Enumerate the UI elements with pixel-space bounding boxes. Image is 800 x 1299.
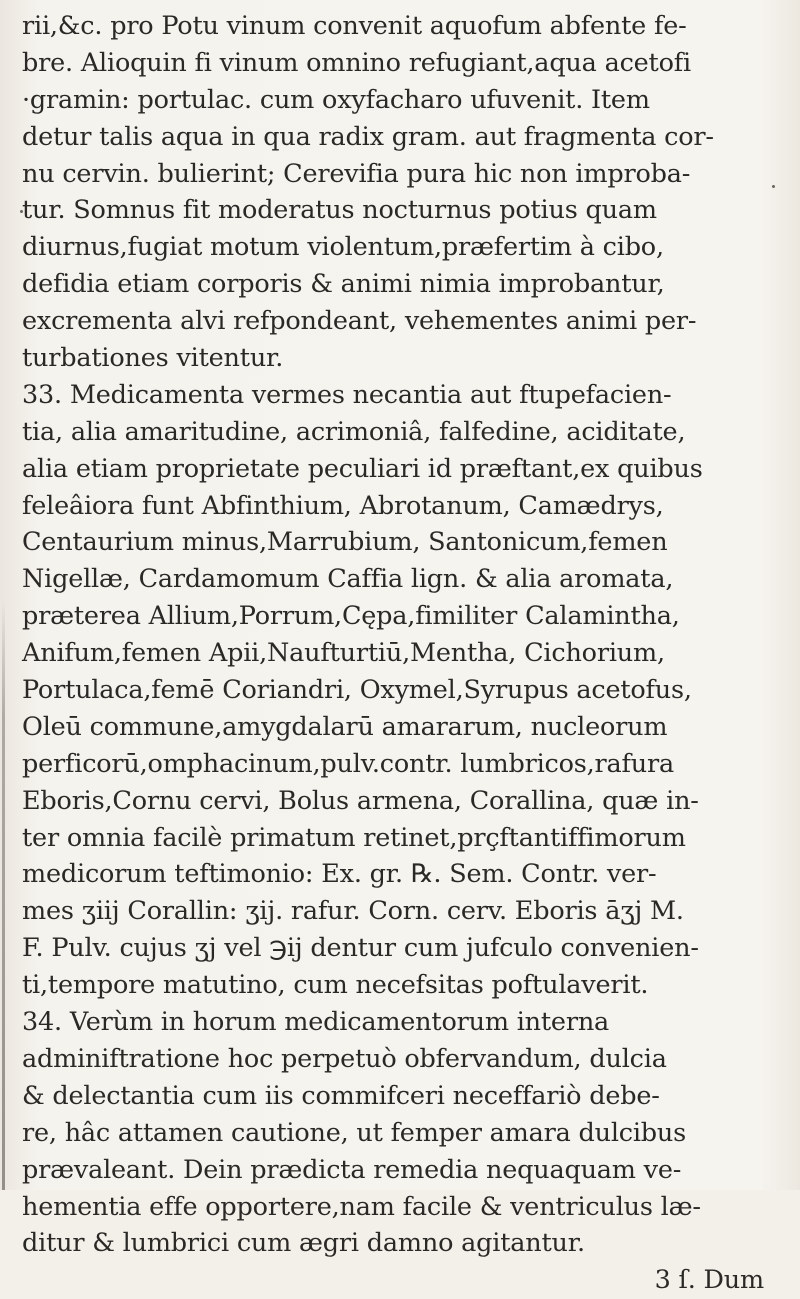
text-line: ter omnia facilè primatum retinet,prçftantiffimorum <box>22 822 686 853</box>
text-line: detur talis aqua in qua radix gram. aut fragmenta cor- <box>22 121 714 152</box>
text-line: hementia effe opportere,nam facile & ventriculus læ- <box>22 1191 701 1222</box>
text-line: feleâiora funt Abfinthium, Abrotanum, Camædrys, <box>22 490 664 521</box>
catchword: 3 ſ. Dum <box>654 1265 764 1296</box>
text-line: Eboris,Cornu cervi, Bolus armena, Corallina, quæ in- <box>22 785 699 816</box>
text-line: ditur & lumbrici cum ægri damno agitantur. <box>22 1228 585 1259</box>
text-line: F. Pulv. cujus ʒj vel ℈ij dentur cum jufculo convenien- <box>22 933 699 964</box>
text-line: ·gramin: portulac. cum oxyfacharo ufuvenit. Item <box>22 84 650 115</box>
text-line: nu cervin. bulierint; Cerevifia pura hic non improba- <box>22 158 691 189</box>
text-line: rii,&c. pro Potu vinum convenit aquofum abfente fe- <box>22 11 687 41</box>
text-line: tur. Somnus fit moderatus nocturnus potius quam <box>22 195 657 226</box>
text-line: diurnus,fugiat motum violentum,præfertim à cibo, <box>22 232 664 263</box>
text-line: alia etiam proprietate peculiari id præftant,ex quibus <box>22 453 703 484</box>
text-line: adminiftratione hoc perpetuò obfervandum, dulcia <box>22 1043 667 1074</box>
text-line: 34. Verùm in horum medicamentorum interna <box>22 1007 610 1038</box>
text-line: præterea Allium,Porrum,Cępa,fimiliter Calamintha, <box>22 601 680 632</box>
text-line: 33. Medicamenta vermes necantia aut ftupefacien- <box>22 379 672 410</box>
text-line: defidia etiam corporis & animi nimia improbantur, <box>22 269 665 300</box>
gutter-shadow <box>2 600 5 1190</box>
text-line: ti,tempore matutino, cum necefsitas poftulaverit. <box>22 970 649 1001</box>
text-line: re, hâc attamen cautione, ut femper amara dulcibus <box>22 1117 687 1148</box>
text-line: Portulaca,femē Coriandri, Oxymel,Syrupus acetofus, <box>22 675 692 706</box>
text-line: prævaleant. Dein prædicta remedia nequaquam ve- <box>22 1154 682 1185</box>
text-line: medicorum teftimonio: Ex. gr. ℞. Sem. Contr. ver- <box>22 859 657 890</box>
text-line: Anifum,femen Apii,Naufturtiū,Mentha, Cichorium, <box>22 638 665 669</box>
text-line: bre. Alioquin fi vinum omnino refugiant,aqua acetofi <box>22 47 691 78</box>
text-line: turbationes vitentur. <box>22 343 284 374</box>
text-line: perficorū,omphacinum,pulv.contr. lumbricos,rafura <box>22 748 674 779</box>
text-line: Oleū commune,amygdalarū amararum, nucleorum <box>22 711 668 742</box>
text-line: tia, alia amaritudine, acrimoniâ, falfedine, aciditate, <box>22 416 686 447</box>
text-line: & delectantia cum iis commifceri neceffariò debe- <box>22 1080 660 1111</box>
text-line: Centaurium minus,Marrubium, Santonicum,femen <box>22 527 668 558</box>
text-line: excrementa alvi refpondeant, vehementes animi per- <box>22 306 697 337</box>
body-text <box>22 8 800 1299</box>
text-line: mes ʒiij Corallin: ʒij. rafur. Corn. cerv. Eboris āʒj M. <box>22 896 684 927</box>
text-line: Nigellæ, Cardamomum Caffia lign. & alia aromata, <box>22 564 674 595</box>
